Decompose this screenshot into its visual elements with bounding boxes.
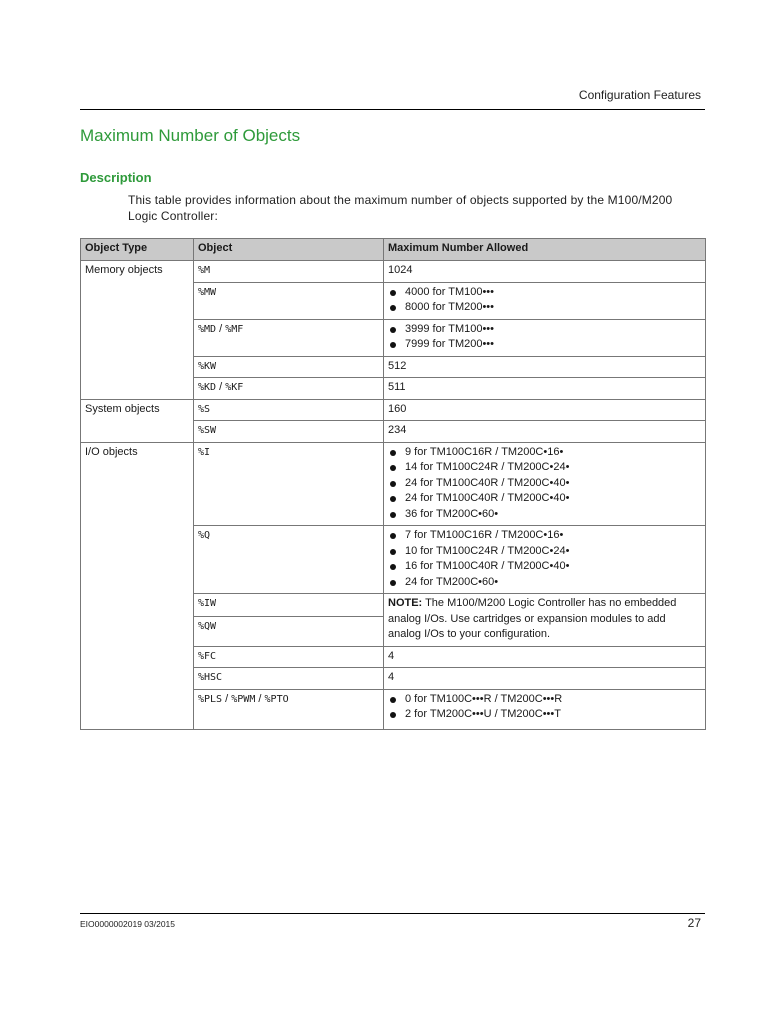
object-code: %MD: [198, 323, 217, 335]
max-cell: [384, 526, 706, 594]
object-code: %PLS: [198, 693, 223, 705]
object-separator: /: [216, 322, 226, 335]
bullet-list: [388, 322, 701, 353]
object-code: %PWM: [231, 693, 256, 705]
object-separator: /: [222, 692, 232, 705]
list-item: 4000 for TM100•••: [388, 285, 701, 301]
max-cell: 4: [384, 668, 706, 690]
list-item: 24 for TM100C40R / TM200C•40•: [388, 491, 701, 507]
bullet-list: [388, 692, 701, 723]
table-row: [81, 442, 706, 526]
object-cell: %IW: [194, 594, 384, 617]
object-cell: %I: [194, 442, 384, 526]
bullet-list: [388, 445, 701, 523]
object-cell: %SW: [194, 421, 384, 443]
list-item: 7 for TM100C16R / TM200C•16•: [388, 528, 701, 544]
list-item: 10 for TM100C24R / TM200C•24•: [388, 544, 701, 560]
footer-divider: [80, 913, 705, 914]
note-cell: [384, 594, 706, 647]
list-item: 24 for TM100C40R / TM200C•40•: [388, 476, 701, 492]
object-cell: %M: [194, 261, 384, 283]
object-separator: /: [216, 381, 226, 393]
max-cell: [384, 442, 706, 526]
objects-table: [80, 238, 706, 730]
object-code: %KF: [225, 382, 244, 393]
page-number: 27: [687, 916, 701, 930]
object-cell: %Q: [194, 526, 384, 594]
list-item: 14 for TM100C24R / TM200C•24•: [388, 460, 701, 476]
object-cell: %KW: [194, 356, 384, 378]
object-cell: [194, 689, 384, 729]
list-item: 0 for TM100C•••R / TM200C•••R: [388, 692, 701, 708]
table-header-row: [81, 239, 706, 261]
max-cell: 512: [384, 356, 706, 378]
max-cell: 234: [384, 421, 706, 443]
max-cell: 4: [384, 646, 706, 668]
list-item: 2 for TM200C•••U / TM200C•••T: [388, 707, 701, 723]
table-row: [81, 261, 706, 283]
column-header-maximum: Maximum Number Allowed: [384, 239, 706, 261]
list-item: 7999 for TM200•••: [388, 337, 701, 353]
list-item: 24 for TM200C•60•: [388, 575, 701, 591]
max-cell: [384, 689, 706, 729]
list-item: 16 for TM100C40R / TM200C•40•: [388, 559, 701, 575]
page-title: Maximum Number of Objects: [80, 126, 301, 145]
object-cell: [194, 319, 384, 356]
object-cell: %QW: [194, 616, 384, 646]
list-item: 36 for TM200C•60•: [388, 507, 701, 523]
object-separator: /: [255, 692, 265, 705]
running-header: Configuration Features: [578, 88, 701, 102]
group-system-objects: System objects: [81, 399, 194, 442]
object-cell: %HSC: [194, 668, 384, 690]
max-cell: [384, 319, 706, 356]
intro-paragraph: This table provides information about the maximum number of objects supported by the M100/M200 Logic Controller:: [128, 193, 673, 223]
max-cell: 511: [384, 378, 706, 400]
column-header-object: Object: [194, 239, 384, 261]
list-item: 3999 for TM100•••: [388, 322, 701, 338]
document-reference: EIO0000002019 03/2015: [80, 919, 176, 929]
section-heading: Description: [80, 170, 152, 185]
list-item: 8000 for TM200•••: [388, 300, 701, 316]
note-label: NOTE:: [388, 597, 423, 609]
bullet-list: [388, 528, 701, 590]
list-item: 9 for TM100C16R / TM200C•16•: [388, 445, 701, 461]
object-code: %PTO: [264, 693, 289, 705]
group-memory-objects: Memory objects: [81, 261, 194, 400]
table-row: [81, 399, 706, 421]
object-cell: [194, 378, 384, 400]
max-cell: 160: [384, 399, 706, 421]
bullet-list: [388, 285, 701, 316]
object-cell: %MW: [194, 282, 384, 319]
object-code: %KD: [198, 382, 217, 393]
max-cell: 1024: [384, 261, 706, 283]
column-header-object-type: Object Type: [81, 239, 194, 261]
object-code: %MF: [225, 323, 244, 335]
max-cell: [384, 282, 706, 319]
note-text: The M100/M200 Logic Controller has no embedded analog I/Os. Use cartridges or expansion modules to add analog I/Os to your configuration.: [388, 597, 677, 640]
object-cell: %FC: [194, 646, 384, 668]
header-divider: [80, 109, 705, 110]
group-io-objects: I/O objects: [81, 442, 194, 729]
object-cell: %S: [194, 399, 384, 421]
